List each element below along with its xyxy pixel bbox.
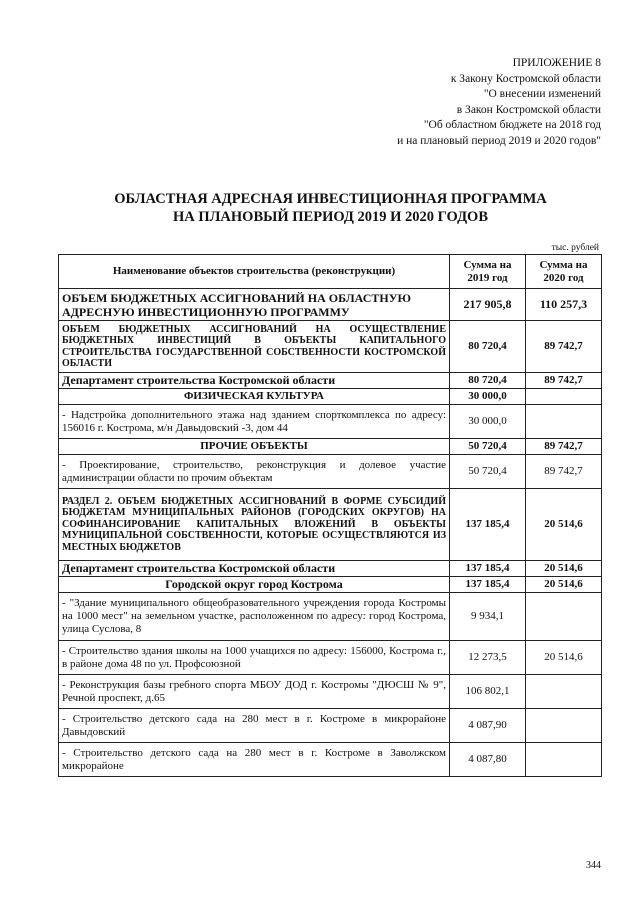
table-row bbox=[59, 489, 602, 561]
row-name: - Надстройка дополнительного этажа над зданием спорткомплекса по адресу: 156016 г. Кострома, м/н Давыдовский -3, дом 44 bbox=[59, 405, 450, 439]
row-2020 bbox=[526, 389, 602, 405]
row-name: Департамент строительства Костромской области bbox=[59, 561, 450, 577]
appendix-line: к Закону Костромской области bbox=[450, 72, 601, 85]
row-2020 bbox=[526, 709, 602, 743]
appendix-line: и на плановый период 2019 и 2020 годов" bbox=[397, 134, 601, 147]
table-row bbox=[59, 577, 602, 593]
row-2019: 80 720,4 bbox=[450, 373, 526, 389]
row-2020: 89 742,7 bbox=[526, 373, 602, 389]
row-name: ФИЗИЧЕСКАЯ КУЛЬТУРА bbox=[59, 389, 450, 405]
row-2019: 30 000,0 bbox=[450, 405, 526, 439]
investment-table bbox=[58, 254, 602, 777]
row-name: - Строительство здания школы на 1000 учащихся по адресу: 156000, Кострома г., в районе дома 48 по ул. Профсоюзной bbox=[59, 641, 450, 675]
table-row bbox=[59, 405, 602, 439]
table-row bbox=[59, 289, 602, 321]
page-number: 344 bbox=[586, 860, 601, 871]
row-2020 bbox=[526, 405, 602, 439]
units-label: тыс. рублей bbox=[551, 243, 599, 253]
row-2020: 20 514,6 bbox=[526, 641, 602, 675]
row-name: - Строительство детского сада на 280 мест в г. Костроме в Заволжском микрорайоне bbox=[59, 743, 450, 777]
row-2020: 20 514,6 bbox=[526, 561, 602, 577]
row-2019: 106 802,1 bbox=[450, 675, 526, 709]
row-2019: 137 185,4 bbox=[450, 561, 526, 577]
table-row bbox=[59, 389, 602, 405]
row-2019: 4 087,90 bbox=[450, 709, 526, 743]
table-row bbox=[59, 743, 602, 777]
row-name: - Реконструкция базы гребного спорта МБОУ ДОД г. Костромы "ДЮСШ № 9", Речной проспект, д.65 bbox=[59, 675, 450, 709]
appendix-line: ПРИЛОЖЕНИЕ 8 bbox=[512, 57, 601, 69]
row-2019: 217 905,8 bbox=[450, 289, 526, 321]
row-name: - "Здание муниципального общеобразовательного учреждения города Костромы на 1000 мест" на земельном участке, расположенном по адресу: город Кострома, улица Суслова, 8 bbox=[59, 593, 450, 641]
row-name: РАЗДЕЛ 2. ОБЪЕМ БЮДЖЕТНЫХ АССИГНОВАНИЙ В ФОРМЕ СУБСИДИЙ БЮДЖЕТАМ МУНИЦИПАЛЬНЫХ РАЙОНОВ (ГОРОДСКИХ ОКРУГОВ) НА СОФИНАНСИРОВАНИЕ КАПИТАЛЬНЫХ ВЛОЖЕНИЙ В ОБЪЕКТЫ МУНИЦИПАЛЬНОЙ СОБСТВЕННОСТИ, КОТОРЫЕ ОСУЩЕСТВЛЯЮТСЯ ИЗ МЕСТНЫХ БЮДЖЕТОВ bbox=[59, 489, 450, 561]
row-2020 bbox=[526, 593, 602, 641]
table-row bbox=[59, 561, 602, 577]
table-row bbox=[59, 675, 602, 709]
row-2020: 20 514,6 bbox=[526, 577, 602, 593]
row-name: ПРОЧИЕ ОБЪЕКТЫ bbox=[59, 439, 450, 455]
row-2020 bbox=[526, 743, 602, 777]
document-title bbox=[0, 190, 639, 226]
title-line-2: НА ПЛАНОВЫЙ ПЕРИОД 2019 И 2020 ГОДОВ bbox=[172, 209, 489, 225]
table-row bbox=[59, 709, 602, 743]
row-2019: 50 720,4 bbox=[450, 439, 526, 455]
appendix-line: в Закон Костромской области bbox=[456, 103, 601, 116]
title-line-1: ОБЛАСТНАЯ АДРЕСНАЯ ИНВЕСТИЦИОННАЯ ПРОГРАММА bbox=[114, 191, 547, 207]
appendix-line: "Об областном бюджете на 2018 год bbox=[423, 119, 601, 132]
row-2020: 20 514,6 bbox=[526, 489, 602, 561]
row-name: - Строительство детского сада на 280 мест в г. Костроме в микрорайоне Давыдовский bbox=[59, 709, 450, 743]
row-2019: 30 000,0 bbox=[450, 389, 526, 405]
row-name: Городской округ город Кострома bbox=[59, 577, 450, 593]
table-row bbox=[59, 593, 602, 641]
row-2019: 137 185,4 bbox=[450, 489, 526, 561]
row-name: ОБЪЕМ БЮДЖЕТНЫХ АССИГНОВАНИЙ НА ОСУЩЕСТВЛЕНИЕ БЮДЖЕТНЫХ ИНВЕСТИЦИЙ В ОБЪЕКТЫ КАПИТАЛЬНОГО СТРОИТЕЛЬСТВА ГОСУДАРСТВЕННОЙ СОБСТВЕННОСТИ КОСТРОМСКОЙ ОБЛАСТИ bbox=[59, 321, 450, 373]
row-2020: 89 742,7 bbox=[526, 455, 602, 489]
row-2019: 80 720,4 bbox=[450, 321, 526, 373]
row-2019: 50 720,4 bbox=[450, 455, 526, 489]
header-2019: Сумма на 2019 год bbox=[450, 255, 526, 289]
row-2020: 89 742,7 bbox=[526, 321, 602, 373]
appendix-line: "О внесении изменений bbox=[483, 88, 601, 101]
table-row bbox=[59, 373, 602, 389]
table-row bbox=[59, 439, 602, 455]
row-2020: 89 742,7 bbox=[526, 439, 602, 455]
row-2020 bbox=[526, 675, 602, 709]
row-2019: 4 087,80 bbox=[450, 743, 526, 777]
table-row bbox=[59, 455, 602, 489]
header-2020: Сумма на 2020 год bbox=[526, 255, 602, 289]
table-row bbox=[59, 641, 602, 675]
row-2019: 137 185,4 bbox=[450, 577, 526, 593]
row-2020: 110 257,3 bbox=[526, 289, 602, 321]
row-name: - Проектирование, строительство, реконструкция и долевое участие администрации области по прочим объектам bbox=[59, 455, 450, 489]
row-name: ОБЪЕМ БЮДЖЕТНЫХ АССИГНОВАНИЙ НА ОБЛАСТНУЮ АДРЕСНУЮ ИНВЕСТИЦИОННУЮ ПРОГРАММУ bbox=[59, 289, 450, 321]
header-name: Наименование объектов строительства (реконструкции) bbox=[59, 255, 450, 289]
row-2019: 9 934,1 bbox=[450, 593, 526, 641]
row-name: Департамент строительства Костромской области bbox=[59, 373, 450, 389]
table-row bbox=[59, 321, 602, 373]
appendix-header bbox=[397, 56, 601, 150]
row-2019: 12 273,5 bbox=[450, 641, 526, 675]
table-header-row bbox=[59, 255, 602, 289]
